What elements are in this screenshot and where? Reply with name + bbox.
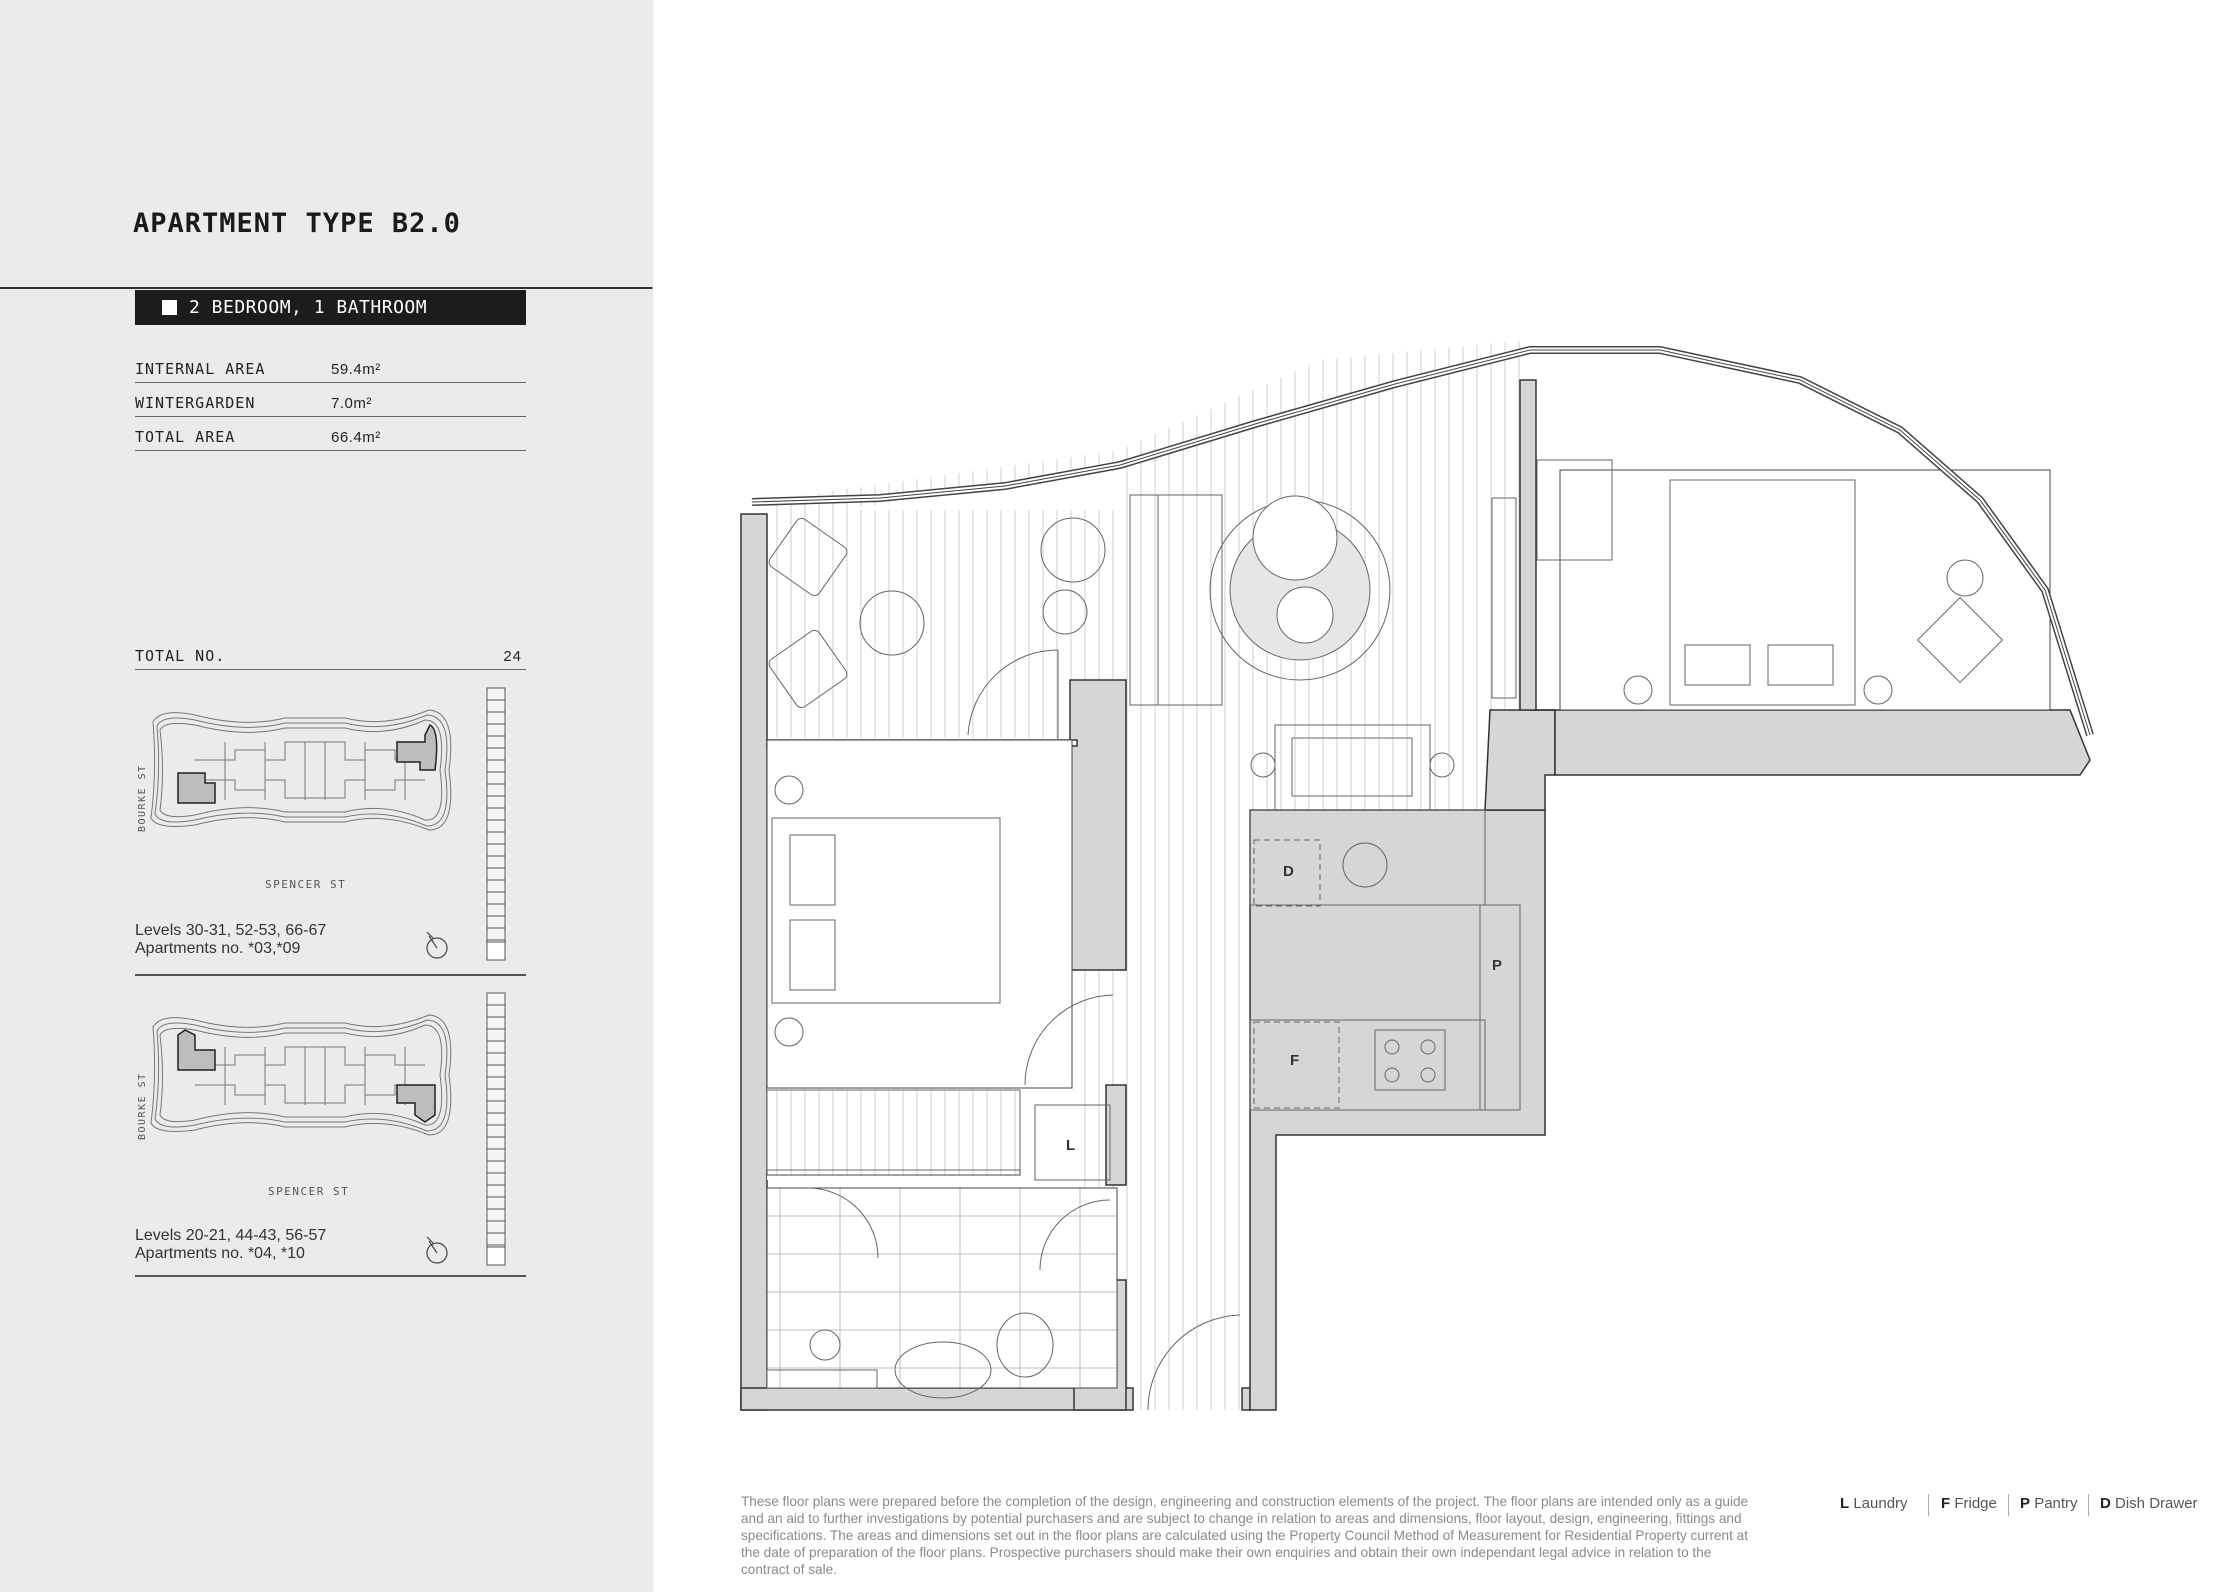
legend-label: Fridge [1954,1495,1997,1512]
legend-item-laundry [1840,1495,1908,1512]
dish-drawer-label: D [1283,863,1294,880]
legend-label: Laundry [1853,1495,1908,1512]
area-label: TOTAL AREA [135,428,236,446]
legend-label: Pantry [2034,1495,2078,1512]
area-value: 7.0m² [331,395,372,412]
area-value: 66.4m² [331,429,381,446]
legend-item-fridge [1941,1495,1997,1512]
legend-key: P [2020,1495,2031,1512]
legend-separator [1928,1494,1929,1516]
area-label: INTERNAL AREA [135,360,266,378]
legend-key: L [1840,1495,1850,1512]
apartment-title: APARTMENT TYPE B2.0 [133,208,461,239]
laundry-label: L [1066,1137,1076,1154]
apartments-text: Apartments no. *04, *10 [135,1245,305,1262]
legend-key: F [1941,1495,1951,1512]
fridge-label: F [1290,1052,1300,1069]
disclaimer-text: These floor plans were prepared before the completion of the design, engineering and construction elements of the project. The floor plans are intended only as a guide and an aid to further investigations by potential purchasers and are subject to change in relation to areas and dimensions, floor layout, design, engineering, fittings and specifications. The areas and dimensions set out in the floor plans are calculated using the Property Council Method of Measurement for Residential Property current at the date of preparation of the floor plans. Prospective purchasers should make their own enquiries and obtain their own independant legal advice in relation to the contract of sale. [741,1494,1749,1577]
street-label-bourke: BOURKE ST [137,1072,148,1140]
street-label-spencer: SPENCER ST [268,1185,350,1198]
area-label: WINTERGARDEN [135,394,256,412]
pantry-label: P [1492,957,1503,974]
levels-text: Levels 20-21, 44-43, 56-57 [135,1227,327,1244]
total-value: 24 [503,648,522,665]
legend-item-pantry [2020,1495,2078,1512]
area-value: 59.4m² [331,361,381,378]
legend-separator [2008,1494,2009,1516]
street-label-spencer: SPENCER ST [265,878,347,891]
legend-label: Dish Drawer [2115,1495,2198,1512]
levels-text: Levels 30-31, 52-53, 66-67 [135,922,327,939]
badge-label: 2 BEDROOM, 1 BATHROOM [189,297,428,318]
street-label-bourke: BOURKE ST [137,764,148,832]
legend-item-dish-drawer [2100,1495,2198,1512]
legend-separator [2088,1494,2089,1516]
total-label: TOTAL NO. [135,647,226,665]
legend-key: D [2100,1495,2111,1512]
apartments-text: Apartments no. *03,*09 [135,940,301,957]
